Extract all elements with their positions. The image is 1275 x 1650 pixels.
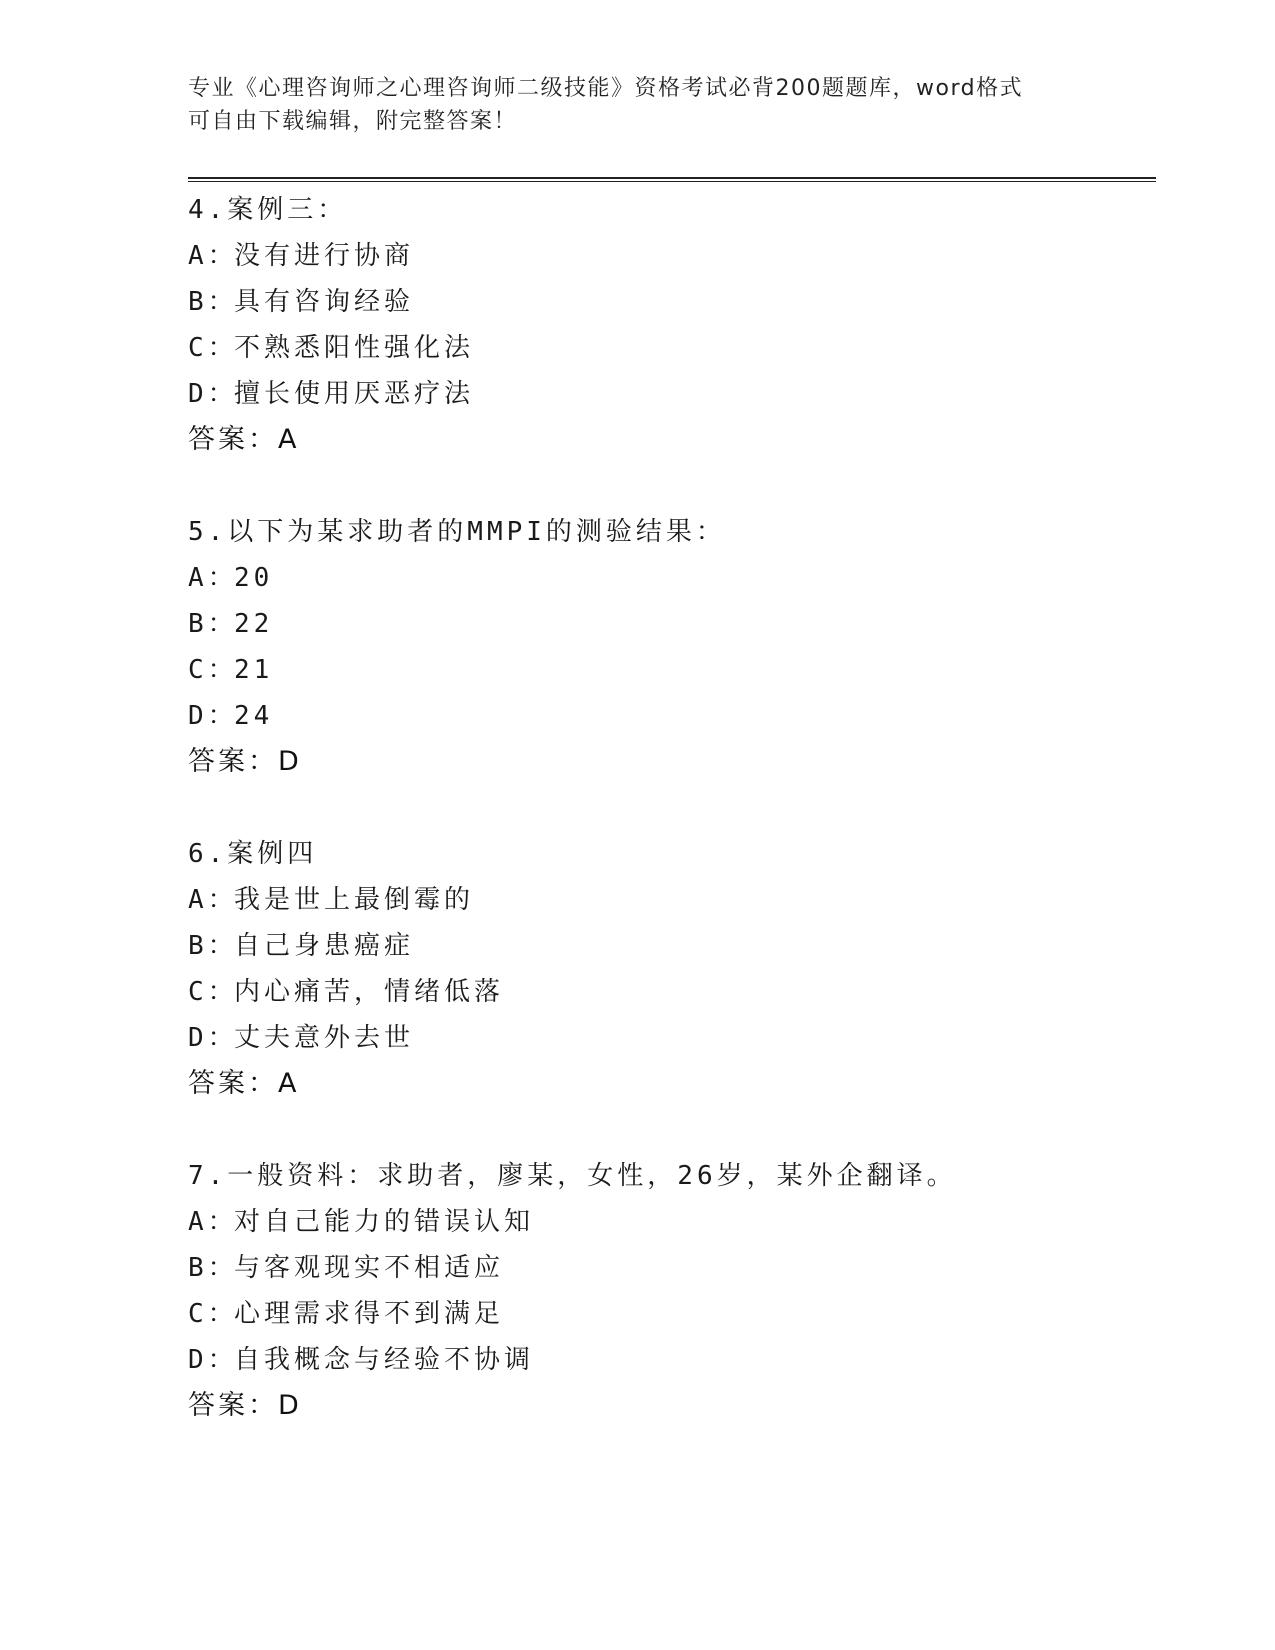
- answer-label: 答案：: [188, 746, 278, 777]
- option-d: [188, 371, 1148, 417]
- option-text: 自己身患癌症: [234, 931, 415, 961]
- option-d: [188, 1015, 1148, 1061]
- answer-value: A: [278, 424, 300, 455]
- answer-label: 答案：: [188, 424, 278, 455]
- option-letter: B：: [188, 931, 238, 961]
- question-stem: 5.以下为某求助者的MMPI的测验结果：: [188, 517, 726, 547]
- option-b: [188, 601, 1148, 647]
- option-b: [188, 1245, 1148, 1291]
- option-b: [188, 279, 1148, 325]
- answer-label: 答案：: [188, 1390, 278, 1421]
- question-stem: 7.一般资料：求助者，廖某，女性，26岁，某外企翻译。: [188, 1161, 957, 1191]
- answer-value: D: [278, 746, 302, 777]
- option-text: 内心痛苦，情绪低落: [234, 977, 505, 1007]
- option-d: [188, 1337, 1148, 1383]
- option-letter: D：: [188, 701, 238, 731]
- option-a: [188, 877, 1148, 923]
- header-divider: [188, 177, 1156, 182]
- option-a: [188, 555, 1148, 601]
- answer-label: 答案：: [188, 1068, 278, 1099]
- option-letter: C：: [188, 333, 238, 363]
- option-text: 丈夫意外去世: [234, 1023, 415, 1053]
- option-text: 20: [234, 563, 274, 593]
- answer-line: [188, 1383, 1148, 1429]
- option-c: [188, 325, 1148, 371]
- option-letter: A：: [188, 563, 238, 593]
- question-item: [188, 1153, 1148, 1429]
- option-a: [188, 1199, 1148, 1245]
- answer-line: [188, 1061, 1148, 1107]
- option-text: 24: [234, 701, 274, 731]
- answer-value: A: [278, 1068, 300, 1099]
- option-text: 擅长使用厌恶疗法: [234, 379, 475, 409]
- option-text: 不熟悉阳性强化法: [234, 333, 475, 363]
- question-stem: 6.案例四: [188, 839, 318, 869]
- option-c: [188, 1291, 1148, 1337]
- answer-line: [188, 417, 1148, 463]
- option-c: [188, 969, 1148, 1015]
- option-letter: A：: [188, 885, 238, 915]
- option-text: 21: [234, 655, 274, 685]
- question-item: [188, 187, 1148, 463]
- option-text: 心理需求得不到满足: [234, 1299, 505, 1329]
- option-letter: A：: [188, 1207, 238, 1237]
- answer-line: [188, 739, 1148, 785]
- option-letter: D：: [188, 1023, 238, 1053]
- option-letter: C：: [188, 1299, 238, 1329]
- header-line-1: 专业《心理咨询师之心理咨询师二级技能》资格考试必背200题题库，word格式: [188, 76, 1024, 101]
- question-item: [188, 509, 1148, 785]
- option-text: 我是世上最倒霉的: [234, 885, 475, 915]
- option-letter: C：: [188, 655, 238, 685]
- option-letter: A：: [188, 241, 238, 271]
- option-text: 22: [234, 609, 274, 639]
- option-letter: D：: [188, 1345, 238, 1375]
- option-text: 与客观现实不相适应: [234, 1253, 505, 1283]
- question-item: [188, 831, 1148, 1107]
- option-text: 没有进行协商: [234, 241, 415, 271]
- option-text: 自我概念与经验不协调: [234, 1345, 535, 1375]
- option-letter: B：: [188, 287, 238, 317]
- option-text: 对自己能力的错误认知: [234, 1207, 535, 1237]
- option-d: [188, 693, 1148, 739]
- question-list: [188, 187, 1148, 1475]
- option-a: [188, 233, 1148, 279]
- answer-value: D: [278, 1390, 302, 1421]
- document-header: [188, 72, 1068, 138]
- option-text: 具有咨询经验: [234, 287, 415, 317]
- question-stem: 4.案例三：: [188, 195, 348, 225]
- header-line-2: 可自由下载编辑，附完整答案！: [188, 109, 518, 134]
- option-letter: B：: [188, 609, 238, 639]
- option-c: [188, 647, 1148, 693]
- option-letter: D：: [188, 379, 238, 409]
- option-letter: B：: [188, 1253, 238, 1283]
- option-letter: C：: [188, 977, 238, 1007]
- option-b: [188, 923, 1148, 969]
